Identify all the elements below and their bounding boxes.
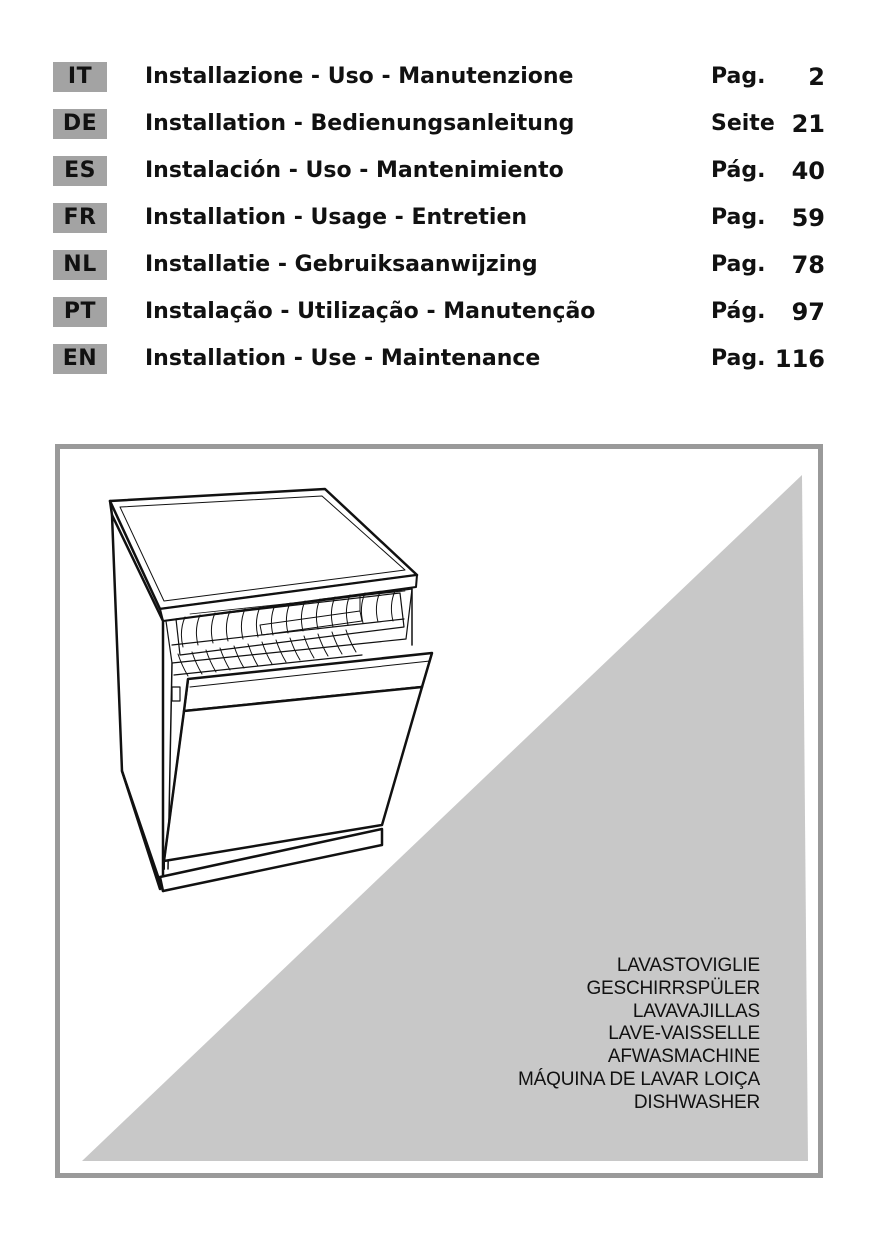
cover-illustration-frame (55, 444, 823, 1178)
product-name-en: DISHWASHER (633, 1091, 760, 1113)
language-badge: ES (53, 156, 107, 186)
product-name-it: LAVASTOVIGLIE (616, 955, 760, 976)
product-name-pt: MÁQUINA DE LAVAR LOIÇA (518, 1068, 760, 1090)
page-label: Pág. (711, 158, 766, 183)
toc-row-it[interactable] (53, 60, 825, 107)
toc-title[interactable]: Instalação - Utilização - Manutenção (145, 299, 596, 324)
toc-row-es[interactable] (53, 154, 825, 201)
page-number[interactable]: 97 (791, 298, 825, 326)
page-label: Pag. (711, 64, 766, 89)
toc-row-pt[interactable] (53, 295, 825, 342)
toc-row-de[interactable] (53, 107, 825, 154)
language-badge: PT (53, 297, 107, 327)
table-of-contents (53, 60, 825, 389)
toc-title[interactable]: Installation - Use - Maintenance (145, 346, 541, 371)
toc-title[interactable]: Installazione - Uso - Manutenzione (145, 64, 574, 89)
product-name-fr: LAVE-VAISSELLE (608, 1023, 760, 1045)
page-label: Pag. (711, 346, 766, 371)
language-badge: IT (53, 62, 107, 92)
page-number[interactable]: 116 (774, 345, 825, 373)
product-name-de: GESCHIRRSPÜLER (586, 977, 760, 999)
language-badge: NL (53, 250, 107, 280)
page-number[interactable]: 78 (791, 251, 825, 279)
toc-row-nl[interactable] (53, 248, 825, 295)
toc-row-fr[interactable] (53, 201, 825, 248)
toc-title[interactable]: Installation - Usage - Entretien (145, 205, 528, 230)
page-label: Seite (711, 111, 775, 136)
product-name-es: LAVAVAJILLAS (632, 1000, 760, 1022)
page-number[interactable]: 21 (791, 110, 825, 138)
language-badge: DE (53, 109, 107, 139)
page-number[interactable]: 59 (791, 204, 825, 232)
page-label: Pag. (711, 205, 766, 230)
page-label: Pág. (711, 299, 766, 324)
page-number[interactable]: 2 (808, 63, 825, 91)
toc-title[interactable]: Installation - Bedienungsanleitung (145, 111, 575, 136)
page-number[interactable]: 40 (791, 157, 825, 185)
product-name-list (518, 955, 760, 1115)
language-badge: EN (53, 344, 107, 374)
language-badge: FR (53, 203, 107, 233)
product-name-nl: AFWASMACHINE (607, 1046, 760, 1068)
toc-title[interactable]: Installatie - Gebruiksaanwijzing (145, 252, 538, 277)
toc-title[interactable]: Instalación - Uso - Mantenimiento (145, 158, 564, 183)
toc-row-en[interactable] (53, 342, 825, 389)
page-label: Pag. (711, 252, 766, 277)
